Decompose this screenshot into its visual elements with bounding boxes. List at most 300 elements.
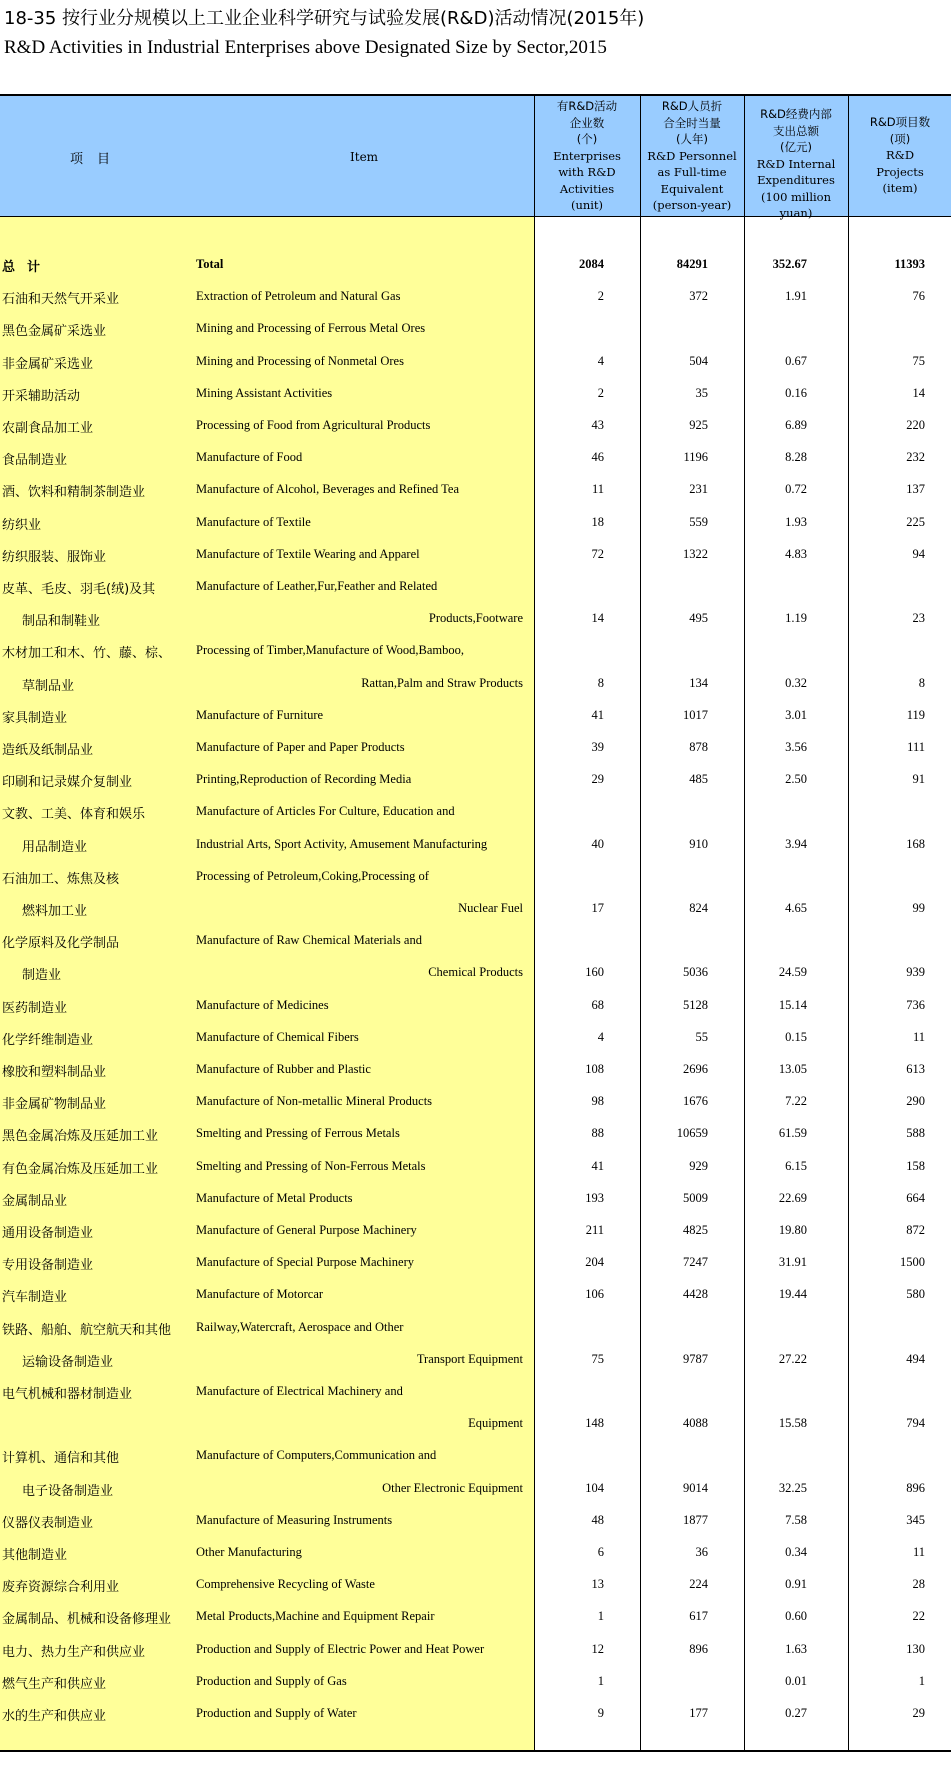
personnel-value: 231 [689,482,708,497]
expenditure-value: 13.05 [778,1062,807,1076]
table-row [0,449,951,469]
enterprises-value: 1 [597,1609,604,1624]
column-divider [640,96,641,1750]
projects-value: 29 [912,1706,925,1720]
sector-name-chinese: 制品和制鞋业 [22,614,101,630]
sector-name-english: Manufacture of Computers,Communication and [196,1448,437,1463]
sector-name-english: Manufacture of Medicines [196,997,329,1012]
sector-name-chinese: 非金属矿物制品业 [2,1097,107,1113]
sector-name-chinese: 仪器仪表制造业 [2,1515,94,1531]
expenditure-value: 3.01 [785,707,807,722]
enterprises-value: 2084 [579,257,604,271]
enterprises-value: 88 [591,1126,604,1141]
expenditure-value: 1.63 [785,1641,807,1656]
personnel-value: 925 [689,418,708,432]
sector-name-english: Mining Assistant Activities [196,385,333,400]
projects-value: 345 [906,1512,925,1527]
sector-name-chinese: 纺织业 [2,517,42,533]
header-text: (人年) [676,132,708,146]
bottom-rule [0,1750,951,1752]
table-row [0,1480,951,1500]
table-row [0,1705,951,1725]
header-text: as Full-time [657,165,727,179]
projects-value: 137 [906,482,925,497]
projects-value: 736 [906,997,925,1012]
personnel-value: 2696 [683,1062,708,1076]
header-text: Equivalent [660,181,724,196]
expenditure-value: 24.59 [778,965,807,980]
sector-name-english: Manufacture of Electrical Machinery and [196,1384,403,1398]
expenditure-value: 1.93 [785,514,807,529]
expenditure-value: 1.91 [785,289,807,304]
personnel-value: 5009 [683,1190,708,1205]
sector-name-english: Metal Products,Machine and Equipment Repair [196,1609,435,1624]
sector-name-chinese: 计算机、通信和其他 [2,1451,120,1467]
table-title-english: R&D Activities in Industrial Enterprises above Designated Size by Sector,2015 [4,37,607,58]
enterprises-value: 39 [591,740,604,754]
expenditure-value: 3.56 [785,740,807,754]
sector-name-chinese: 酒、饮料和精制茶制造业 [2,485,146,501]
enterprises-value: 4 [597,1029,604,1044]
expenditure-value: 2.50 [785,772,807,787]
sector-name-chinese: 非金属矿采选业 [2,356,94,372]
table-row [0,1351,951,1371]
sector-name-english: Manufacture of Raw Chemical Materials and [196,933,422,948]
table-row [0,1544,951,1564]
header-enterprises [536,98,638,214]
personnel-value: 5128 [683,997,708,1012]
sector-name-chinese: 运输设备制造业 [22,1354,114,1370]
sector-name-english: Other Manufacturing [196,1545,302,1559]
table-row [0,1447,951,1467]
sector-name-english: Manufacture of Textile Wearing and Apparel [196,546,420,561]
projects-value: 119 [906,707,925,722]
sector-name-chinese: 农副食品加工业 [2,421,94,436]
personnel-value: 617 [689,1609,708,1624]
sector-name-english: Chemical Products [428,965,523,980]
sector-name-chinese: 燃料加工业 [22,904,88,919]
personnel-value: 9787 [683,1351,708,1366]
personnel-value: 1676 [683,1094,708,1109]
enterprises-value: 9 [597,1706,604,1720]
header-personnel [642,98,742,214]
sector-name-chinese: 其他制造业 [2,1548,68,1563]
projects-value: 168 [906,836,925,851]
enterprises-value: 106 [585,1287,604,1302]
expenditure-value: 19.44 [778,1287,807,1302]
table-row [0,1673,951,1693]
header-text: 支出总额 [773,123,819,138]
sector-name-chinese: 黑色金属冶炼及压延加工业 [2,1129,159,1145]
projects-value: 613 [906,1062,925,1076]
header-text: (项) [889,131,911,146]
sector-name-chinese: 橡胶和塑料制品业 [2,1065,107,1080]
expenditure-value: 7.58 [785,1512,807,1527]
sector-name-english: Manufacture of Rubber and Plastic [196,1062,371,1076]
enterprises-value: 14 [591,611,604,626]
expenditure-value: 27.22 [778,1351,807,1366]
header-text: Projects [876,164,924,179]
expenditure-value: 0.60 [785,1609,807,1624]
header-text: 企业数 [569,115,605,130]
sector-name-english: Other Electronic Equipment [382,1480,523,1495]
enterprises-value: 75 [591,1351,604,1366]
enterprises-value: 12 [591,1641,604,1656]
personnel-value: 495 [689,611,708,626]
table-row [0,997,951,1017]
expenditure-value: 6.89 [785,418,807,432]
projects-value: 588 [906,1126,925,1141]
header-text: R&D [885,148,915,162]
expenditure-value: 32.25 [778,1480,807,1495]
sector-name-chinese: 医药制造业 [2,1000,68,1016]
expenditure-value: 0.32 [785,675,807,690]
expenditure-value: 0.15 [785,1029,807,1044]
sector-name-chinese: 黑色金属矿采选业 [2,324,107,340]
enterprises-value: 108 [585,1062,604,1076]
header-text: (100 million yuan) [760,189,832,220]
enterprises-value: 6 [597,1545,604,1559]
enterprises-value: 204 [585,1255,604,1270]
sector-name-chinese: 造纸及纸制品业 [2,743,94,758]
projects-value: 896 [906,1480,925,1495]
sector-name-english: Smelting and Pressing of Non-Ferrous Metals [196,1158,426,1173]
enterprises-value: 193 [585,1190,604,1205]
header-item-english: Item [350,150,379,164]
table-row [0,836,951,856]
sector-name-english: Railway,Watercraft, Aerospace and Other [196,1319,404,1334]
header-text: (person-year) [652,198,732,212]
projects-value: 939 [906,965,925,980]
projects-value: 8 [918,675,925,690]
table-row [0,1061,951,1081]
personnel-value: 1877 [683,1512,708,1527]
table-row [0,868,951,888]
table-row [0,546,951,566]
expenditure-value: 7.22 [785,1094,807,1109]
table-row [0,320,951,340]
personnel-value: 929 [689,1158,708,1173]
header-text: R&D人员折 [661,99,723,113]
header-text: (亿元) [780,140,812,154]
enterprises-value: 8 [597,675,604,690]
expenditure-value: 6.15 [785,1158,807,1173]
table-row [0,1415,951,1435]
sector-name-english: Production and Supply of Electric Power and Heat Power [196,1641,485,1656]
sector-name-english: Manufacture of Alcohol, Beverages and Refined Tea [196,482,460,497]
expenditure-value: 15.58 [778,1416,807,1431]
projects-value: 580 [906,1287,925,1302]
expenditure-value: 3.94 [785,836,807,851]
sector-name-english: Mining and Processing of Ferrous Metal Ores [196,321,426,336]
personnel-value: 878 [689,740,708,754]
personnel-value: 4825 [683,1223,708,1237]
enterprises-value: 43 [591,418,604,432]
header-text: 合全时当量 [663,115,721,130]
total-row [0,256,951,276]
expenditure-value: 0.67 [785,353,807,368]
enterprises-value: 18 [591,514,604,529]
personnel-value: 559 [689,514,708,529]
projects-value: 14 [912,385,925,400]
projects-value: 232 [906,450,925,465]
sector-name-chinese: 纺织服装、服饰业 [2,549,107,565]
personnel-value: 896 [689,1641,708,1656]
header-projects [849,114,951,197]
table-row [0,578,951,598]
expenditure-value: 4.83 [785,546,807,561]
sector-name-chinese: 总计 [2,260,53,275]
table-row [0,1254,951,1274]
personnel-value: 485 [689,772,708,787]
header-text: Activities [559,181,615,196]
sector-name-chinese: 通用设备制造业 [2,1226,94,1241]
enterprises-value: 211 [585,1223,604,1237]
expenditure-value: 0.91 [785,1577,807,1592]
header-expenditures [745,106,847,222]
expenditure-value: 19.80 [778,1223,807,1237]
header-text: Expenditures [757,173,835,187]
enterprises-value: 29 [591,772,604,787]
table-row [0,1383,951,1403]
personnel-value: 134 [689,675,708,690]
table-row [0,1641,951,1661]
sector-name-english: Processing of Food from Agricultural Products [196,418,431,432]
table-row [0,771,951,791]
enterprises-value: 40 [591,836,604,851]
expenditure-value: 352.67 [772,257,807,271]
personnel-value: 10659 [676,1126,708,1141]
expenditure-value: 0.27 [785,1706,807,1720]
enterprises-value: 41 [591,1158,604,1173]
sector-name-english: Manufacture of Leather,Fur,Feather and Related [196,579,438,593]
expenditure-value: 1.19 [785,611,807,626]
header-text: (个) [576,132,598,146]
sector-name-chinese: 石油和天然气开采业 [2,292,120,308]
enterprises-value: 104 [585,1480,604,1495]
projects-value: 111 [907,740,925,754]
projects-value: 1 [918,1673,925,1688]
personnel-value: 177 [689,1706,708,1720]
sector-name-english: Production and Supply of Water [196,1706,357,1720]
personnel-value: 824 [689,901,708,915]
expenditure-value: 15.14 [778,997,807,1012]
personnel-value: 4088 [683,1416,708,1431]
table-row [0,481,951,501]
expenditure-value: 8.28 [785,450,807,465]
sector-name-english: Manufacture of Non-metallic Mineral Products [196,1094,433,1109]
personnel-value: 55 [695,1029,708,1044]
header-text: R&D经费内部 [760,107,832,121]
sector-name-chinese: 家具制造业 [2,710,68,726]
header-text: R&D项目数 [869,115,931,129]
sector-name-english: Industrial Arts, Sport Activity, Amusement Manufacturing [196,836,488,851]
projects-value: 494 [906,1351,925,1366]
sector-name-english: Mining and Processing of Nonmetal Ores [196,353,404,368]
projects-value: 22 [912,1609,925,1624]
expenditure-value: 4.65 [785,901,807,915]
sector-name-english: Products,Footware [428,611,523,626]
expenditure-value: 0.01 [785,1673,807,1688]
personnel-value: 224 [689,1577,708,1592]
sector-name-english: Manufacture of Food [196,450,303,465]
table-row [0,964,951,984]
enterprises-value: 4 [597,353,604,368]
sector-name-chinese: 皮革、毛皮、羽毛(绒)及其 [2,582,156,597]
enterprises-value: 41 [591,707,604,722]
table-row [0,900,951,920]
header-text: R&D Internal [756,156,836,171]
enterprises-value: 17 [591,901,604,915]
table-row [0,1029,951,1049]
table-row [0,1286,951,1306]
personnel-value: 504 [689,353,708,368]
table-row [0,514,951,534]
personnel-value: 36 [695,1545,708,1559]
sector-name-english: Manufacture of Special Purpose Machinery [196,1255,414,1270]
sector-name-chinese: 金属制品业 [2,1193,68,1209]
sector-name-chinese: 电气机械和器材制造业 [2,1387,133,1402]
sector-name-english: Printing,Reproduction of Recording Media [196,772,412,787]
header-text: (unit) [570,198,604,212]
sector-name-chinese: 专用设备制造业 [2,1258,94,1274]
sector-name-english: Total [196,257,224,271]
enterprises-value: 72 [591,546,604,561]
projects-value: 28 [912,1577,925,1592]
projects-value: 94 [912,546,925,561]
sector-name-english: Manufacture of Articles For Culture, Education and [196,804,455,819]
table-row [0,610,951,630]
table-row [0,1222,951,1242]
sector-name-english: Processing of Timber,Manufacture of Wood,Bamboo, [196,643,465,658]
projects-value: 23 [912,611,925,626]
projects-value: 225 [906,514,925,529]
enterprises-value: 46 [591,450,604,465]
table-row [0,353,951,373]
sector-name-english: Manufacture of Motorcar [196,1287,324,1302]
column-divider [848,96,849,1750]
projects-value: 75 [912,353,925,368]
header-text: Enterprises [553,148,621,163]
projects-value: 664 [906,1190,925,1205]
personnel-value: 4428 [683,1287,708,1302]
personnel-value: 7247 [683,1255,708,1270]
table-row [0,385,951,405]
table-row [0,707,951,727]
expenditure-value: 0.16 [785,385,807,400]
sector-name-english: Transport Equipment [416,1351,523,1366]
sector-name-chinese: 铁路、船舶、航空航天和其他 [2,1322,172,1338]
sector-name-english: Manufacture of Textile [196,514,311,529]
sector-name-english: Manufacture of Chemical Fibers [196,1029,359,1044]
header-text: R&D Personnel [647,148,737,163]
sector-name-english: Manufacture of Metal Products [196,1190,353,1205]
sector-name-english: Smelting and Pressing of Ferrous Metals [196,1126,400,1141]
sector-name-chinese: 食品制造业 [2,453,68,469]
header-item-chinese: 项目 [70,152,125,167]
header-text: with R&D [558,165,616,179]
enterprises-value: 48 [591,1512,604,1527]
sector-name-english: Manufacture of Furniture [196,707,324,722]
header-text: 有R&D活动 [556,99,618,113]
sector-name-english: Nuclear Fuel [458,901,523,915]
personnel-value: 5036 [683,965,708,980]
enterprises-value: 98 [591,1094,604,1109]
projects-value: 872 [906,1223,925,1237]
table-row [0,1158,951,1178]
sector-name-chinese: 燃气生产和供应业 [2,1676,107,1692]
expenditure-value: 0.72 [785,482,807,497]
sector-name-chinese: 汽车制造业 [2,1290,68,1306]
enterprises-value: 148 [585,1416,604,1431]
sector-name-english: Rattan,Palm and Straw Products [361,675,523,690]
sector-name-english: Extraction of Petroleum and Natural Gas [196,289,401,304]
table-row [0,1608,951,1628]
projects-value: 76 [912,289,925,304]
table-row [0,739,951,759]
projects-value: 11 [912,1545,925,1559]
enterprises-value: 2 [597,385,604,400]
sector-name-chinese: 金属制品、机械和设备修理业 [2,1612,172,1628]
sector-name-chinese: 石油加工、炼焦及核 [2,871,120,887]
sector-name-chinese: 电力、热力生产和供应业 [2,1644,146,1660]
personnel-value: 35 [695,385,708,400]
sector-name-english: Manufacture of Measuring Instruments [196,1512,393,1527]
table-row [0,642,951,662]
projects-value: 11 [912,1029,925,1044]
projects-value: 220 [906,418,925,432]
header-text: (item) [882,181,918,195]
projects-value: 99 [912,901,925,915]
expenditure-value: 22.69 [778,1190,807,1205]
enterprises-value: 160 [585,965,604,980]
projects-value: 91 [912,772,925,787]
projects-value: 1500 [900,1255,925,1270]
enterprises-value: 13 [591,1577,604,1592]
sector-name-chinese: 印刷和记录媒介复制业 [2,775,133,791]
sector-name-chinese: 有色金属冶炼及压延加工业 [2,1161,159,1177]
sector-name-chinese: 开采辅助活动 [2,388,81,404]
personnel-value: 910 [689,836,708,851]
table-row [0,675,951,695]
personnel-value: 1017 [683,707,708,722]
column-divider [534,96,535,1750]
table-row [0,1512,951,1532]
sector-name-chinese: 电子设备制造业 [22,1483,114,1499]
expenditure-value: 0.34 [785,1545,807,1559]
enterprises-value: 11 [591,482,604,497]
sector-name-chinese: 制造业 [22,968,62,984]
personnel-value: 84291 [676,257,708,271]
table-row [0,803,951,823]
column-divider [744,96,745,1750]
sector-name-english: Comprehensive Recycling of Waste [196,1577,375,1592]
personnel-value: 372 [689,289,708,304]
projects-value: 158 [906,1158,925,1173]
projects-value: 794 [906,1416,925,1431]
enterprises-value: 2 [597,289,604,304]
personnel-value: 1322 [683,546,708,561]
sector-name-chinese: 木材加工和木、竹、藤、棕、 [2,646,172,662]
table-row [0,1319,951,1339]
enterprises-value: 68 [591,997,604,1012]
table-row [0,1093,951,1113]
table-row [0,1576,951,1596]
sector-name-english: Equipment [468,1416,523,1431]
sector-name-english: Production and Supply of Gas [196,1673,347,1688]
table-row [0,1125,951,1145]
sector-name-english: Processing of Petroleum,Coking,Processing of [196,868,429,883]
